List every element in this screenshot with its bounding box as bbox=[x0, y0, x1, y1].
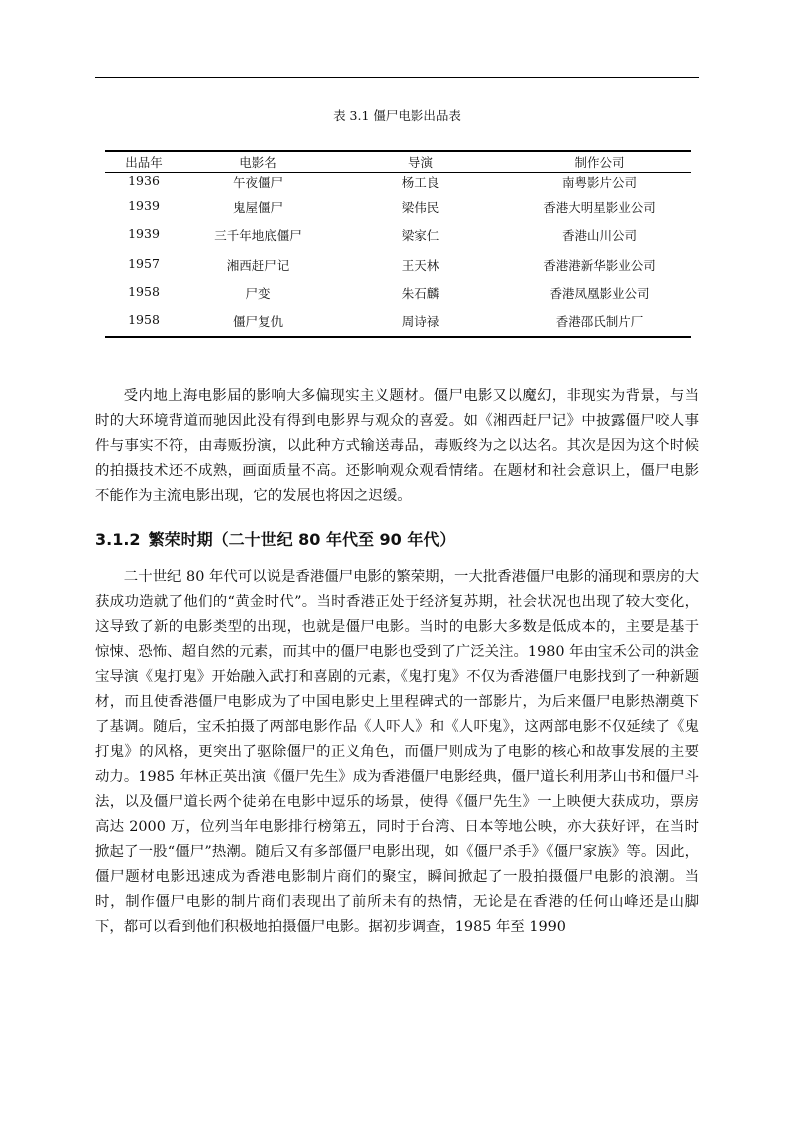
cell-title: 三千年地底僵尸 bbox=[214, 227, 302, 243]
header-year: 出品年 bbox=[125, 155, 163, 170]
table-header-row bbox=[105, 151, 691, 173]
cell-company: 香港凤凰影业公司 bbox=[549, 285, 650, 301]
table-caption: 表 3.1 僵尸电影出品表 bbox=[333, 108, 461, 123]
header-rule bbox=[95, 77, 699, 78]
header-company: 制作公司 bbox=[574, 155, 625, 170]
table-row bbox=[105, 198, 691, 226]
table-row bbox=[105, 284, 691, 312]
body-paragraph: 受内地上海电影届的影响大多偏现实主义题材。僵尸电影又以魔幻，非现实为背景，与当时的大环境背道而驰因此没有得到电影界与观众的喜爱。如《湘西赶尸记》中披露僵尸咬人事件与事实不符，由毒贩扮演，以此种方式输送毒品，毒贩终为之以达名。其次是因为这个时候的拍摄技术还不成熟，画面质量不高。还影响观众观看情绪。在题材和社会意识上，僵尸电影不能作为主流电影出现，它的发展也将因之迟缓。 bbox=[95, 388, 699, 504]
body-paragraph-1-block bbox=[95, 384, 699, 509]
header-director: 导演 bbox=[407, 155, 433, 170]
table-row bbox=[105, 226, 691, 256]
cell-director: 朱石麟 bbox=[401, 285, 440, 301]
cell-year: 1939 bbox=[128, 197, 160, 213]
cell-title: 湘西赶尸记 bbox=[226, 257, 290, 273]
cell-title: 僵尸复仇 bbox=[232, 313, 283, 329]
cell-title: 午夜僵尸 bbox=[232, 175, 283, 190]
cell-title: 鬼屋僵尸 bbox=[232, 199, 283, 215]
cell-director: 杨工良 bbox=[401, 175, 440, 190]
cell-year: 1958 bbox=[128, 283, 160, 299]
cell-director: 梁伟民 bbox=[401, 199, 440, 215]
cell-company: 南粤影片公司 bbox=[561, 175, 637, 190]
cell-director: 梁家仁 bbox=[401, 227, 440, 243]
section-number: 3.1.2 bbox=[95, 530, 141, 549]
header-title: 电影名 bbox=[239, 155, 277, 170]
body-paragraph-2-block bbox=[95, 565, 699, 940]
cell-year: 1936 bbox=[128, 173, 160, 188]
cell-year: 1939 bbox=[128, 225, 160, 241]
film-table bbox=[105, 150, 691, 338]
table-row bbox=[105, 256, 691, 284]
cell-title: 尸变 bbox=[245, 285, 271, 301]
body-paragraph: 二十世纪 80 年代可以说是香港僵尸电影的繁荣期，一大批香港僵尸电影的涌现和票房的大获成功造就了他们的“黄金时代”。当时香港正处于经济复苏期，社会状况也出现了较大变化，这导致了新的电影类型的出现，也就是僵尸电影。当时的电影大多数是低成本的，主要是基于惊悚、恐怖、超自然的元素，而其中的僵尸电影也受到了广泛关注。1980 年由宝禾公司的洪金宝导演《鬼打鬼》开始融入武打和喜剧的元素，《鬼打鬼》不仅为香港僵尸电影找到了一种新题材，而且使香港僵尸电影成为了中国电影史上里程碑式的一部影片，为后来僵尸电影热潮奠下了基调。随后，宝禾拍摄了两部电影作品《人吓人》和《人吓鬼》，这两部电影不仅延续了《鬼打鬼》的风格，更突出了驱除僵尸的正义角色，而僵尸则成为了电影的核心和故事发展的主要动力。1985 年林正英出演《僵尸先生》成为香港僵尸电影经典，僵尸道长利用茅山书和僵尸斗法，以及僵尸道长两个徒弟在电影中逗乐的场景，使得《僵尸先生》一上映便大获成功，票房高达 2000 万，位列当年电影排行榜第五，同时于台湾、日本等地公映，亦大获好评，在当时掀起了一股“僵尸”热潮。随后又有多部僵尸电影出现，如《僵尸杀手》《僵尸家族》等。因此，僵尸题材电影迅速成为香港电影制片商们的聚宝，瞬间掀起了一股拍摄僵尸电影的浪潮。当时，制作僵尸电影的制片商们表现出了前所未有的热情，无论是在香港的任何山峰还是山脚下，都可以看到他们积极地拍摄僵尸电影。据初步调查，1985 年至 1990 bbox=[95, 569, 699, 935]
table-row bbox=[105, 173, 691, 198]
cell-director: 王天林 bbox=[401, 257, 440, 273]
cell-company: 香港山川公司 bbox=[561, 227, 637, 243]
film-table-container bbox=[105, 150, 691, 338]
cell-director: 周诗禄 bbox=[401, 313, 440, 329]
cell-year: 1958 bbox=[128, 311, 160, 327]
cell-year: 1957 bbox=[128, 255, 160, 271]
section-heading bbox=[95, 528, 455, 552]
cell-company: 香港港新华影业公司 bbox=[543, 257, 656, 273]
section-title: 繁荣时期（二十世纪 80 年代至 90 年代） bbox=[148, 530, 456, 549]
cell-company: 香港大明星影业公司 bbox=[543, 199, 656, 215]
table-row bbox=[105, 312, 691, 337]
cell-company: 香港邵氏制片厂 bbox=[555, 313, 644, 329]
